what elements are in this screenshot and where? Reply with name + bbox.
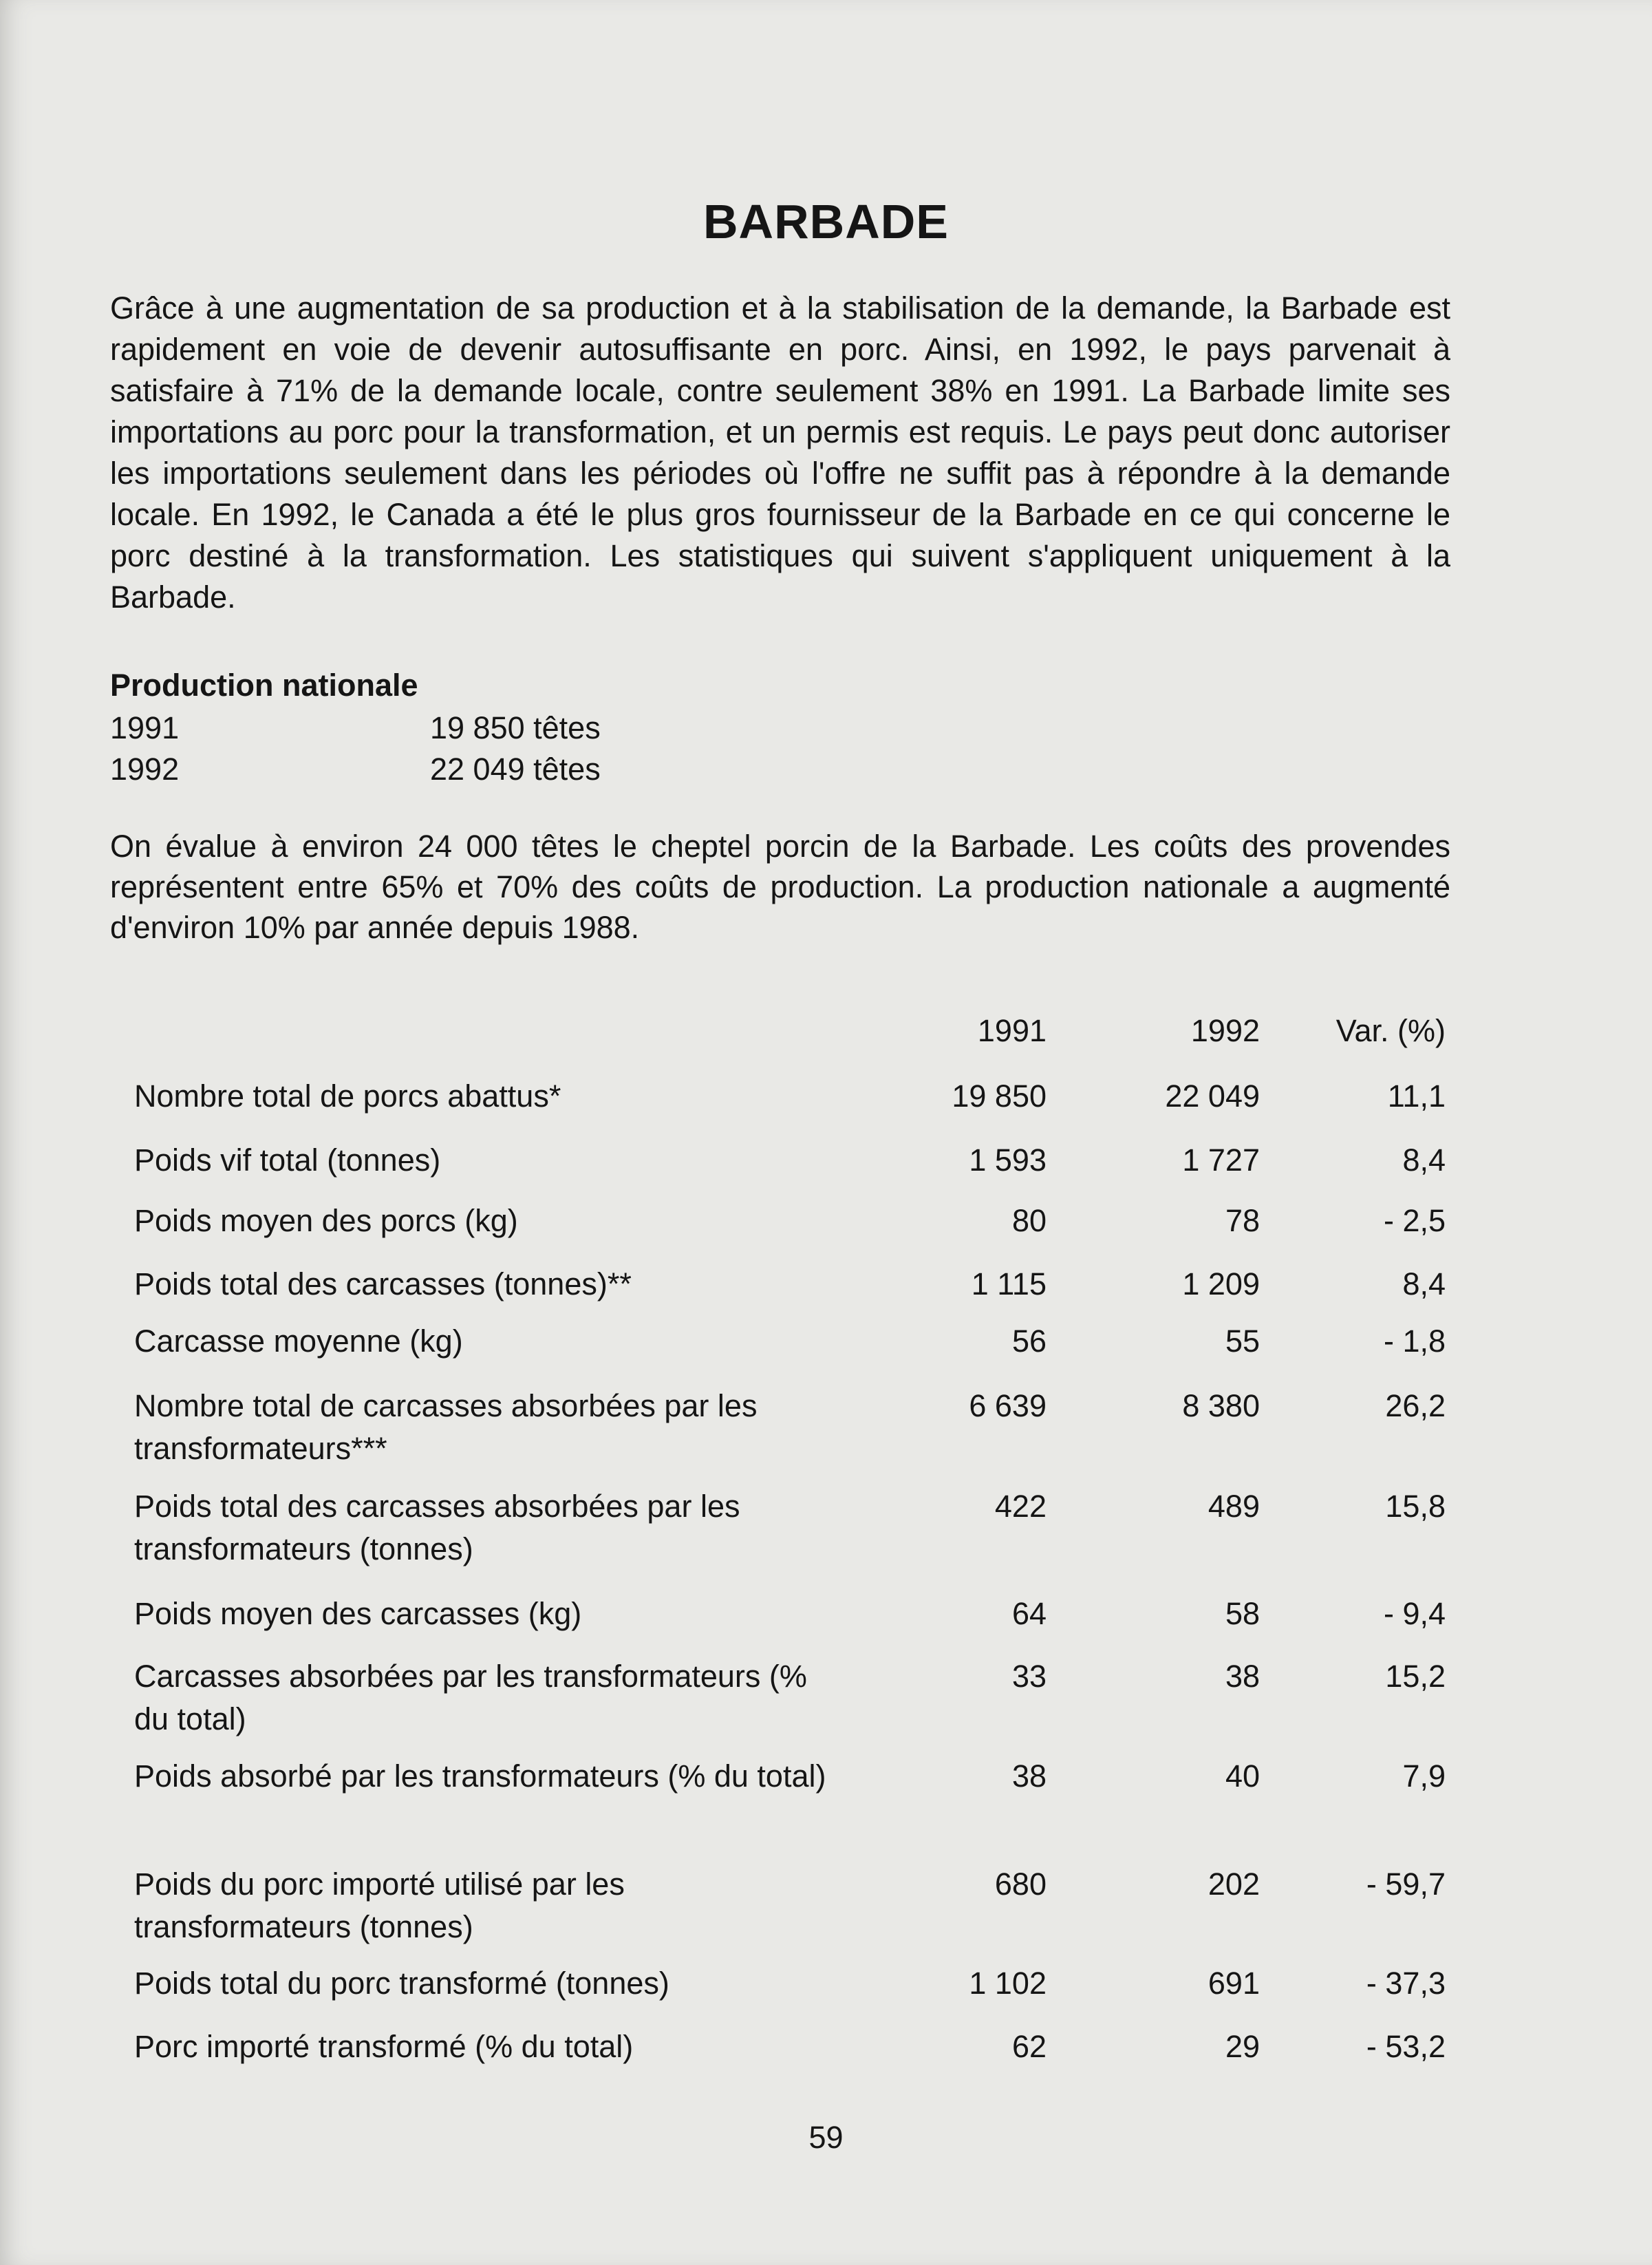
value-1991: 38 [1011,1758,1047,1794]
value-1991: 80 [1011,1203,1047,1238]
row-label: Poids total des carcasses absorbées par les transformateurs (tonnes) [134,1489,740,1566]
value-variation: 8,4 [1402,1142,1446,1178]
page-title: BARBADE [703,195,949,248]
value-variation: - 2,5 [1383,1203,1446,1238]
value-1992: 55 [1225,1323,1260,1359]
value-1992: 78 [1225,1203,1260,1238]
value-1992: 489 [1208,1489,1260,1524]
row-label: Nombre total de porcs abattus* [134,1078,561,1114]
value-1991: 62 [1011,2029,1047,2064]
value-1992: 58 [1225,1596,1260,1631]
production-year: 1991 [110,710,180,745]
row-label: Poids total du porc transformé (tonnes) [134,1966,669,2001]
value-variation: 8,4 [1402,1266,1446,1301]
row-label: Carcasse moyenne (kg) [134,1323,463,1359]
value-1991: 1 102 [969,1966,1047,2001]
value-1991: 1 115 [971,1266,1047,1301]
value-1991: 1 593 [969,1142,1047,1178]
value-variation: 15,2 [1385,1659,1446,1694]
row-label: Poids vif total (tonnes) [134,1142,441,1178]
value-1992: 29 [1225,2029,1260,2064]
row-label: Poids total des carcasses (tonnes)** [134,1266,632,1301]
value-1992: 40 [1225,1758,1260,1794]
value-variation: - 59,7 [1366,1867,1446,1902]
value-1992: 691 [1208,1966,1260,2001]
value-1992: 22 049 [1165,1078,1260,1114]
row-label: Poids moyen des carcasses (kg) [134,1596,582,1631]
page-number: 59 [808,2120,844,2155]
value-variation: 7,9 [1402,1758,1446,1794]
row-label: Poids du porc importé utilisé par les transformateurs (tonnes) [134,1867,625,1944]
value-variation: - 9,4 [1383,1596,1446,1631]
production-heading: Production nationale [110,668,418,703]
value-1992: 8 380 [1182,1388,1260,1423]
row-label: Porc importé transformé (% du total) [134,2029,634,2064]
row-label: Poids moyen des porcs (kg) [134,1203,518,1238]
value-1992: 38 [1225,1659,1260,1694]
column-header-1992: 1992 [1190,1013,1260,1048]
herd-paragraph: On évalue à environ 24 000 têtes le cheptel porcin de la Barbade. Les coûts des provendes représentent entre 65% et 70% des coûts de production. La production nationale a augmenté d'environ 10% par année depuis 1988. [110,829,1450,945]
value-1992: 1 727 [1182,1142,1260,1178]
production-year: 1992 [110,752,180,787]
value-1991: 680 [994,1867,1047,1902]
value-1991: 6 639 [969,1388,1047,1423]
value-variation: - 53,2 [1366,2029,1446,2064]
value-1991: 64 [1011,1596,1047,1631]
row-label: Poids absorbé par les transformateurs (% du total) [134,1758,826,1794]
production-value: 19 850 têtes [430,710,601,745]
value-1991: 422 [994,1489,1047,1524]
production-value: 22 049 têtes [430,752,601,787]
value-variation: - 37,3 [1366,1966,1446,2001]
value-variation: 26,2 [1385,1388,1446,1423]
column-header-1991: 1991 [977,1013,1047,1048]
value-1992: 1 209 [1182,1266,1260,1301]
value-variation: 15,8 [1385,1489,1446,1524]
row-label: Nombre total de carcasses absorbées par les transformateurs*** [134,1388,758,1466]
column-header-variation: Var. (%) [1335,1013,1446,1048]
value-variation: - 1,8 [1383,1323,1446,1359]
value-1991: 33 [1011,1659,1047,1694]
value-1991: 56 [1011,1323,1047,1359]
value-1992: 202 [1208,1867,1260,1902]
value-variation: 11,1 [1387,1078,1446,1114]
value-1991: 19 850 [952,1078,1047,1114]
intro-paragraph: Grâce à une augmentation de sa production et à la stabilisation de la demande, la Barbade est rapidement en voie de devenir autosuffisante en porc. Ainsi, en 1992, le pays parvenait à satisfaire à 71% de la demande locale, contre seulement 38% en 1991. La Barbade limite ses importations au porc pour la transformation, et un permis est requis. Le pays peut donc autoriser les importations seulement dans les périodes où l'offre ne suffit pas à répondre à la demande locale. En 1992, le Canada a été le plus gros fournisseur de la Barbade en ce qui concerne le porc destiné à la transformation. Les statistiques qui suivent s'appliquent uniquement à la Barbade. [110,290,1450,615]
row-label: Carcasses absorbées par les transformateurs (% du total) [134,1659,807,1736]
